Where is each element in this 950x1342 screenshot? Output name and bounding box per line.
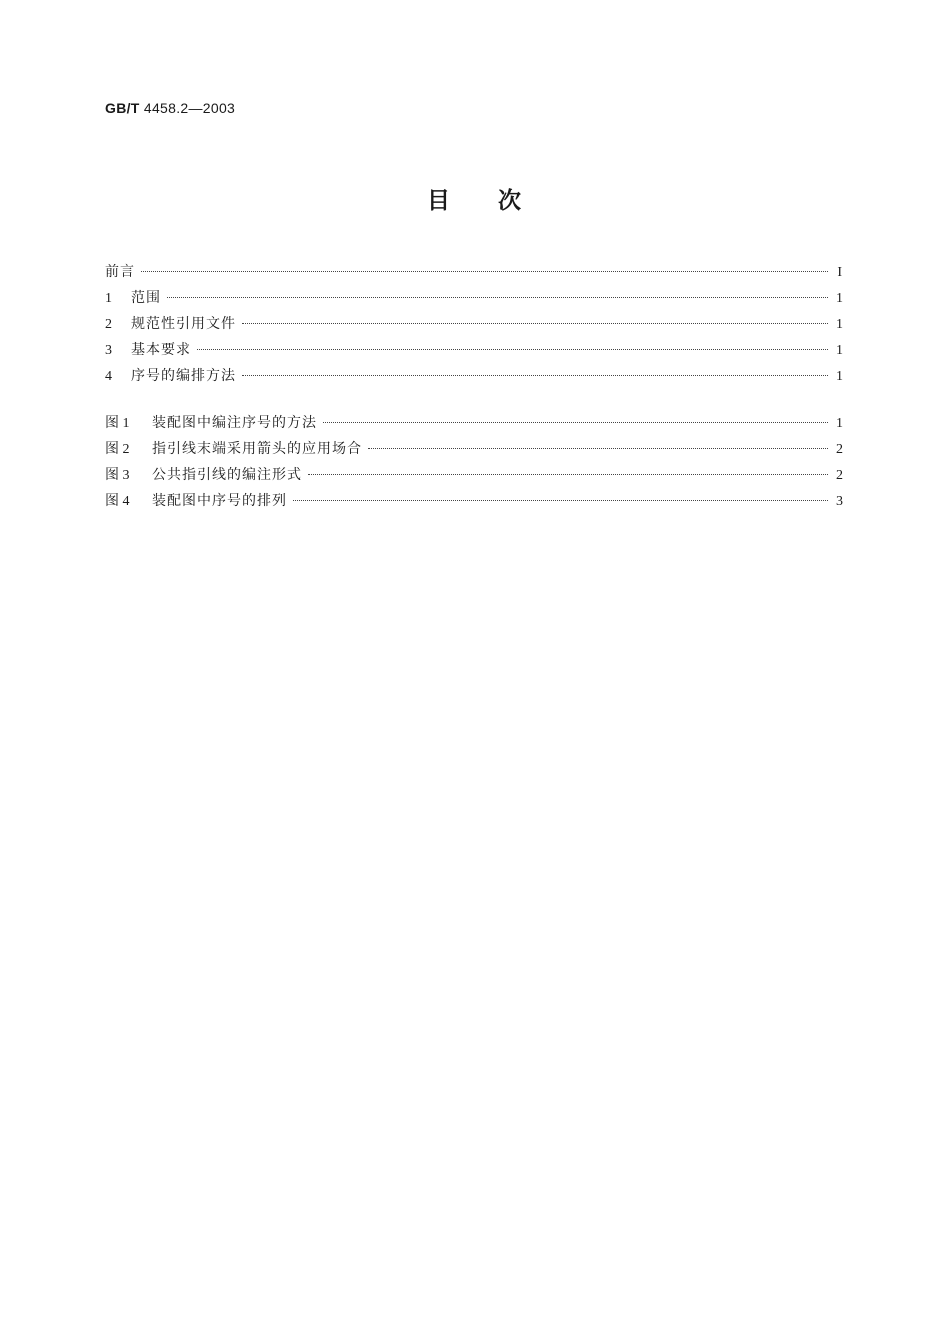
figure-number: 图 3	[105, 468, 130, 483]
toc-entry-text: 前言	[105, 264, 135, 280]
figure-title: 指引线末端采用箭头的应用场合	[152, 441, 362, 457]
toc-entry-page: I	[837, 265, 842, 280]
figure-entry-1[interactable]	[105, 413, 842, 439]
title-char-1: 目	[427, 188, 452, 214]
toc-entry-number: 1	[105, 291, 112, 306]
toc-list	[105, 262, 842, 392]
standard-code	[105, 100, 235, 116]
toc-entry-text: 序号的编排方法	[131, 368, 236, 384]
figure-number: 图 1	[105, 416, 130, 431]
dot-leader	[242, 375, 828, 376]
title-char-2: 次	[498, 188, 523, 214]
dot-leader	[293, 500, 828, 501]
figure-title: 装配图中编注序号的方法	[152, 415, 317, 431]
dot-leader	[141, 271, 828, 272]
figure-page: 3	[836, 494, 843, 509]
toc-entry-text: 规范性引用文件	[131, 316, 236, 332]
toc-entry-number: 4	[105, 369, 112, 384]
toc-entry-normative-references[interactable]	[105, 314, 842, 340]
toc-entry-page: 1	[836, 343, 843, 358]
figure-title: 公共指引线的编注形式	[152, 467, 302, 483]
standard-number: 4458.2—2003	[143, 100, 236, 116]
dot-leader	[308, 474, 828, 475]
toc-entry-foreword[interactable]	[105, 262, 842, 288]
figure-entry-3[interactable]	[105, 465, 842, 491]
figure-list	[105, 413, 842, 517]
dot-leader	[323, 422, 828, 423]
toc-entry-page: 1	[836, 317, 843, 332]
toc-entry-number: 3	[105, 343, 112, 358]
figure-title: 装配图中序号的排列	[152, 493, 287, 509]
toc-entry-scope[interactable]	[105, 288, 842, 314]
toc-entry-page: 1	[836, 369, 843, 384]
toc-entry-numbering-method[interactable]	[105, 366, 842, 392]
dot-leader	[167, 297, 828, 298]
figure-page: 2	[836, 468, 843, 483]
dot-leader	[242, 323, 828, 324]
dot-leader	[368, 448, 828, 449]
figure-number: 图 4	[105, 494, 130, 509]
figure-entry-2[interactable]	[105, 439, 842, 465]
page-title	[0, 182, 950, 215]
toc-entry-text: 基本要求	[131, 342, 191, 358]
figure-number: 图 2	[105, 442, 130, 457]
figure-page: 2	[836, 442, 843, 457]
toc-entry-basic-requirements[interactable]	[105, 340, 842, 366]
standard-prefix: GB/T	[105, 100, 140, 116]
toc-entry-number: 2	[105, 317, 112, 332]
figure-page: 1	[836, 416, 843, 431]
toc-entry-text: 范围	[131, 290, 161, 306]
dot-leader	[197, 349, 828, 350]
toc-entry-page: 1	[836, 291, 843, 306]
figure-entry-4[interactable]	[105, 491, 842, 517]
